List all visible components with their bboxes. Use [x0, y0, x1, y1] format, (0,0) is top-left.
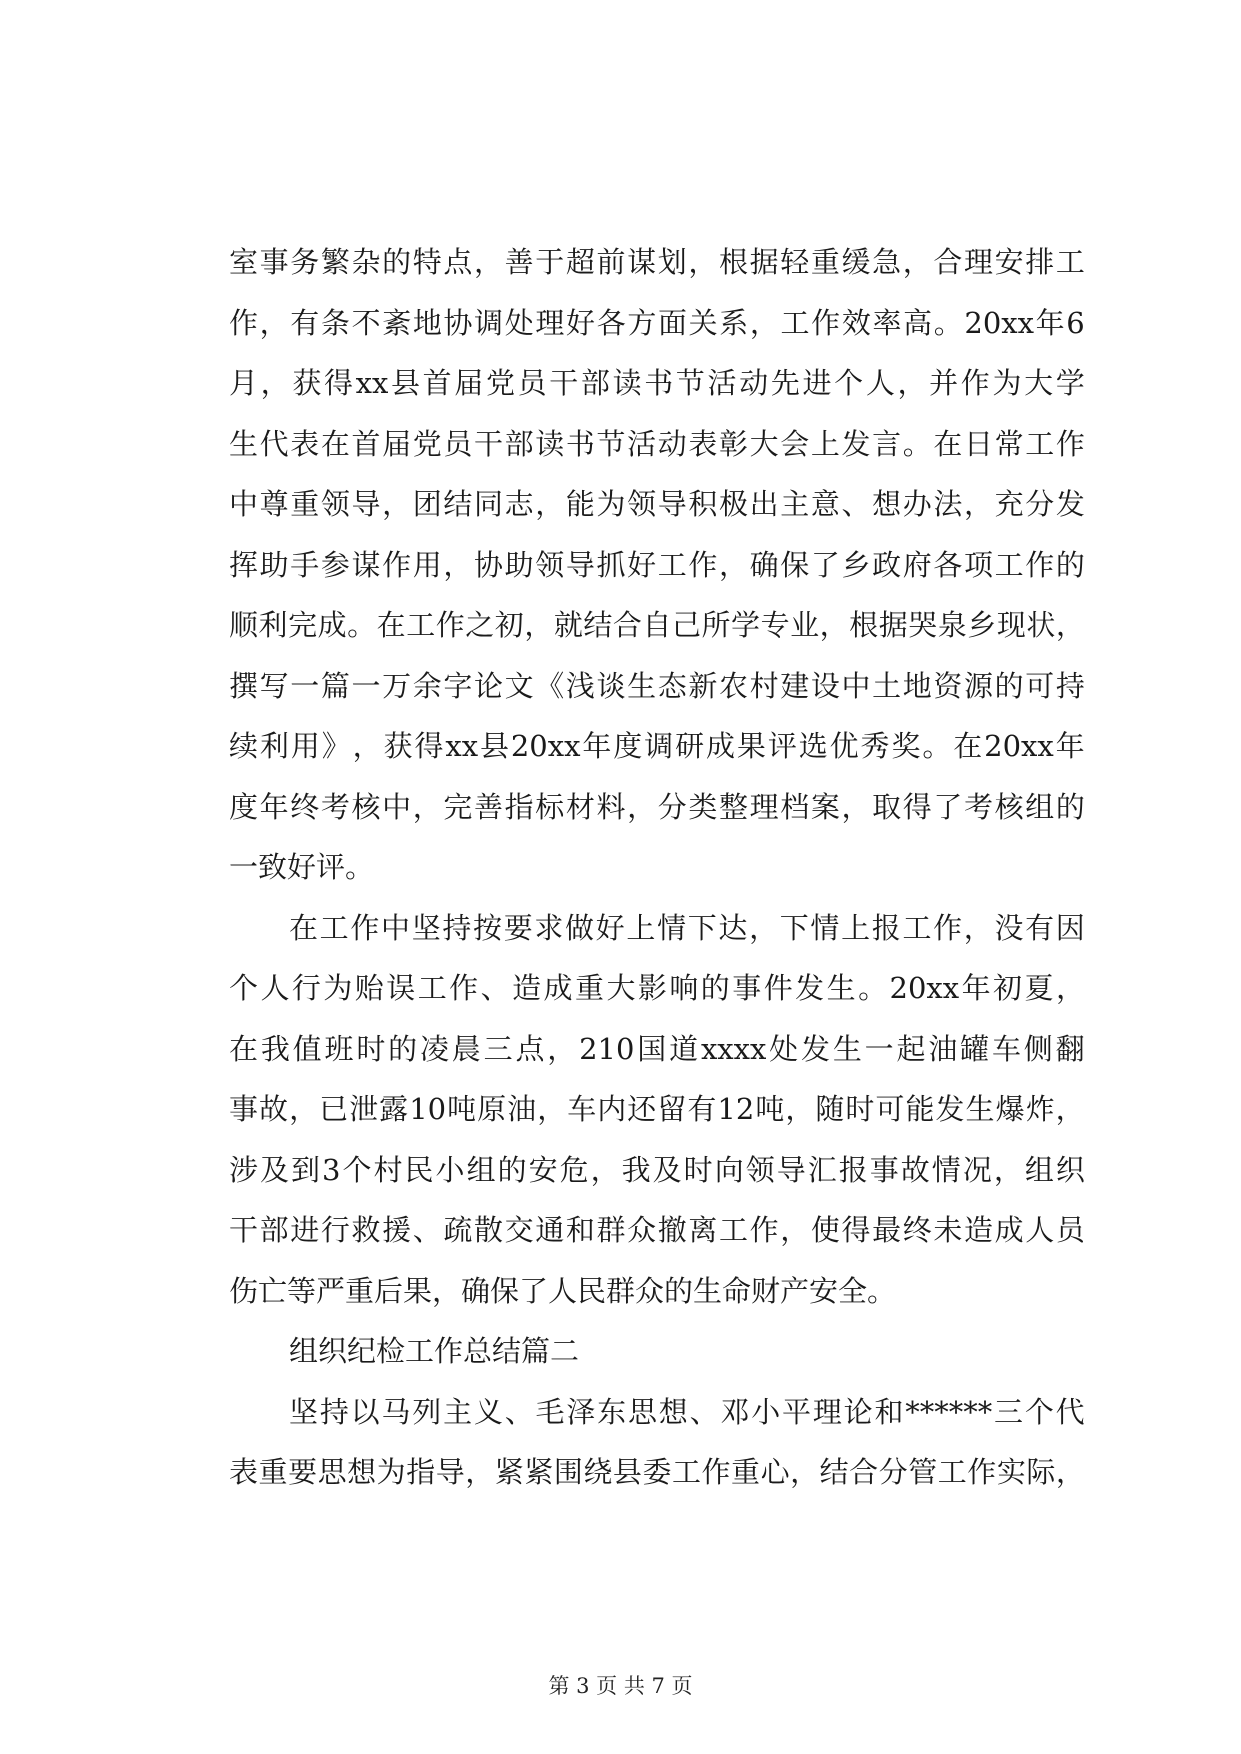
paragraph-1-line-1: 室 事 务 繁 杂 的 特 点 ， 善 于 超 前 谋 划 ， 根 据 轻 重 缓 急 ， 合 理 安 排 工 — [229, 245, 1085, 279]
paragraph-1-line-3: 月 ， 获 得 xx 县 首 届 党 员 干 部 读 书 节 活 动 先 进 个 人 ， 并 作 为 大 学 — [229, 366, 1085, 400]
document-body — [229, 232, 1085, 1503]
paragraph-2-line-1: 在 工 作 中 坚 持 按 要 求 做 好 上 情 下 达 ， 下 情 上 报 工 作 ， 没 有 因 — [289, 910, 1085, 945]
paragraph-3-line-1: 坚 持 以 马 列 主 义 、 毛 泽 东 思 想 、 邓 小 平 理 论 和 ****** 三 个 代 — [289, 1394, 1085, 1429]
page-number-footer: 第 3 页 共 7 页 — [548, 1674, 693, 1698]
paragraph-1-line-8: 撰 写 一 篇 一 万 余 字 论 文 《 浅 谈 生 态 新 农 村 建 设 中 土 地 资 源 的 可 持 — [229, 668, 1085, 703]
paragraph-2-line-2: 个 人 行 为 贻 误 工 作 、 造 成 重 大 影 响 的 事 件 发 生 。 20xx 年 初 夏 ， — [229, 971, 1085, 1005]
paragraph-3-line-2: 表 重 要 思 想 为 指 导 ， 紧 紧 围 绕 县 委 工 作 重 心 ， 结 合 分 管 工 作 实 际 ， — [229, 1455, 1085, 1489]
paragraph-2-line-6: 干 部 进 行 救 援 、 疏 散 交 通 和 群 众 撤 离 工 作 ， 使 得 最 终 未 造 成 人 员 — [229, 1213, 1085, 1247]
paragraph-2-line-7: 伤亡等严重后果，确保了人民群众的生命财产安全。 — [229, 1273, 897, 1308]
paragraph-2-line-5: 涉 及 到 3 个 村 民 小 组 的 安 危 ， 我 及 时 向 领 导 汇 报 事 故 情 况 ， 组 织 — [229, 1152, 1085, 1187]
paragraph-1-line-2: 作 ， 有 条 不 紊 地 协 调 处 理 好 各 方 面 关 系 ， 工 作 效 率 高 。 20xx 年 6 — [229, 305, 1085, 340]
paragraph-2-line-3: 在 我 值 班 时 的 凌 晨 三 点 ， 210 国 道 xxxx 处 发 生 一 起 油 罐 车 侧 翻 — [229, 1031, 1085, 1066]
paragraph-1-line-6: 挥 助 手 参 谋 作 用 ， 协 助 领 导 抓 好 工 作 ， 确 保 了 乡 政 府 各 项 工 作 的 — [229, 547, 1085, 582]
paragraph-1-line-9: 续 利 用 》 ， 获 得 xx 县 20xx 年 度 调 研 成 果 评 选 优 秀 奖 。 在 20xx 年 — [229, 729, 1085, 763]
paragraph-2-line-4: 事 故 ， 已 泄 露 10 吨 原 油 ， 车 内 还 留 有 12 吨 ， 随 时 可 能 发 生 爆 炸 ， — [229, 1092, 1085, 1126]
paragraph-1-line-11: 一致好评。 — [229, 850, 375, 884]
paragraph-1-line-10: 度 年 终 考 核 中 ， 完 善 指 标 材 料 ， 分 类 整 理 档 案 ， 取 得 了 考 核 组 的 — [229, 789, 1085, 824]
section-heading: 组织纪检工作总结篇二 — [289, 1334, 580, 1368]
paragraph-1-line-7: 顺 利 完 成 。 在 工 作 之 初 ， 就 结 合 自 己 所 学 专 业 ， 根 据 哭 泉 乡 现 状 ， — [229, 608, 1085, 642]
paragraph-1-line-4: 生 代 表 在 首 届 党 员 干 部 读 书 节 活 动 表 彰 大 会 上 发 言 。 在 日 常 工 作 — [229, 426, 1085, 461]
paragraph-1-line-5: 中 尊 重 领 导 ， 团 结 同 志 ， 能 为 领 导 积 极 出 主 意 、 想 办 法 ， 充 分 发 — [229, 487, 1085, 521]
